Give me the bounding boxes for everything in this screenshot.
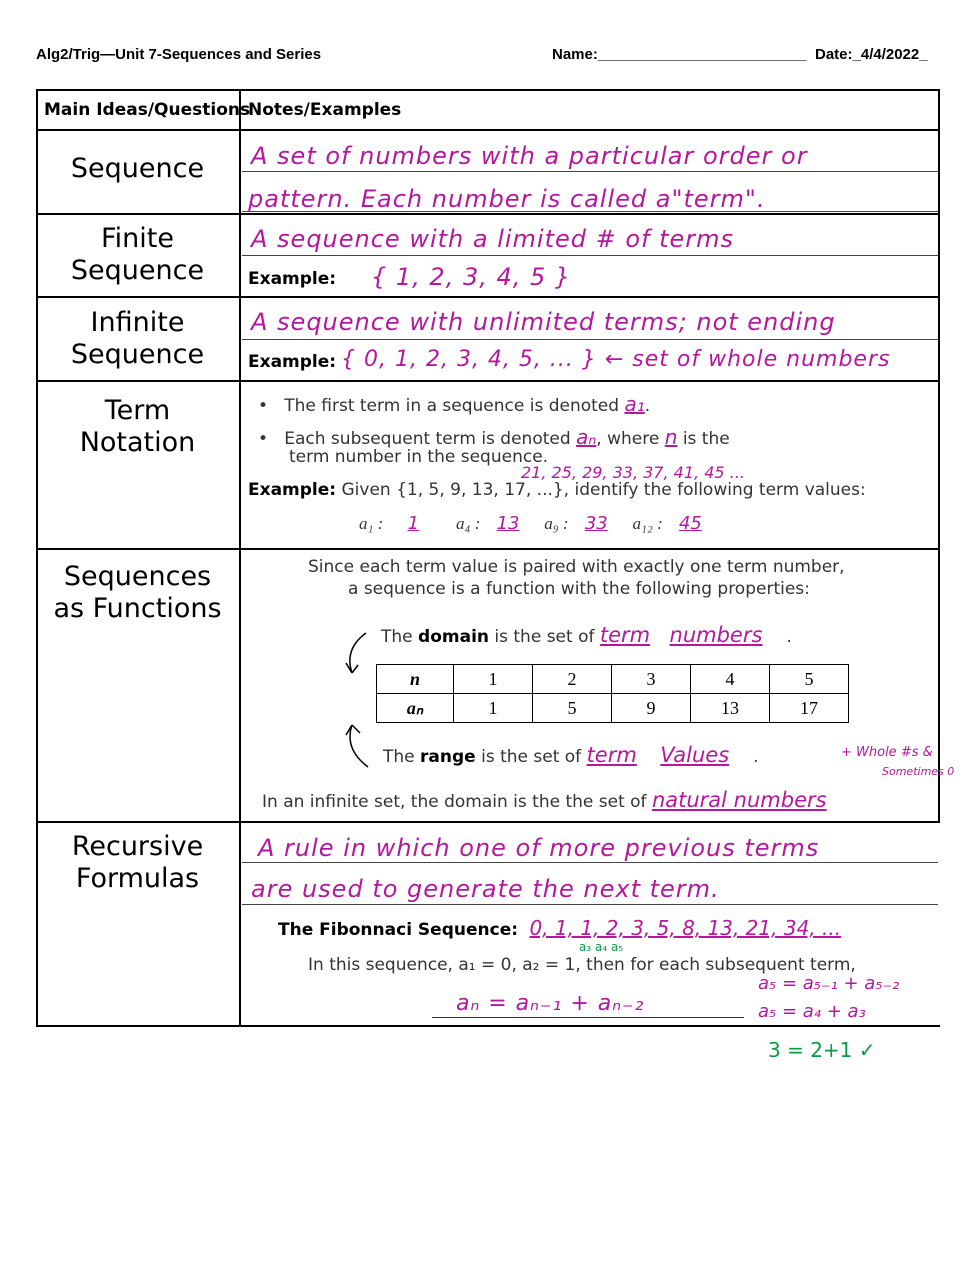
term-answers <box>359 513 714 534</box>
term-example-text: Given {1, 5, 9, 13, 17, ...}, identify the following term values: <box>341 480 866 500</box>
label-term-notation <box>36 395 239 459</box>
table-cell: 5 <box>770 665 849 694</box>
table-cell: 13 <box>691 694 770 723</box>
label-infinite-line2: Sequence <box>70 339 205 370</box>
table-cell: 5 <box>533 694 612 723</box>
term-bullet2-text: Each subsequent term is denoted <box>284 429 571 449</box>
label-finite-line2: Sequence <box>70 255 205 286</box>
date-label: Date:_4/4/2022_ <box>815 46 928 63</box>
infinite-definition: A sequence with unlimited terms; not ending <box>251 308 836 336</box>
label-a12: a₁₂ : <box>632 514 663 533</box>
side-work-line1: a₅ = a₅₋₁ + a₅₋₂ <box>758 973 900 994</box>
label-sequences-as-functions <box>36 561 239 625</box>
domain-pre: The <box>381 627 413 647</box>
infinite-example: { 0, 1, 2, 3, 4, 5, ... } ← set of whole numbers <box>341 347 891 372</box>
label-infinite-line1: Infinite <box>90 307 185 338</box>
fibonacci-label: The Fibonnaci Sequence: <box>278 920 519 940</box>
finite-example-label: Example: <box>248 269 337 289</box>
answer-a1: 1 <box>407 513 420 534</box>
label-term-line1: Term <box>104 395 171 426</box>
answer-a12: 45 <box>678 513 702 534</box>
infinite-example-label: Example: <box>248 352 337 372</box>
label-a1: a₁ : <box>359 514 384 533</box>
course-title: Alg2/Trig—Unit 7-Sequences and Series <box>36 46 322 63</box>
table-cell: 3 <box>612 665 691 694</box>
table-cell: 1 <box>454 694 533 723</box>
header-notes-examples: Notes/Examples <box>248 100 402 120</box>
label-finite-line1: Finite <box>101 223 174 254</box>
table-cell: 1 <box>454 665 533 694</box>
table-cell: 2 <box>533 665 612 694</box>
term-bullet1-fill: a₁ <box>624 392 645 416</box>
curved-arrow-icon <box>338 629 378 779</box>
term-bullet2-fill: aₙ <box>576 425 597 449</box>
table-row-n <box>377 665 849 694</box>
domain-fill1: term <box>599 623 651 647</box>
fibonacci-value: 0, 1, 1, 2, 3, 5, 8, 13, 21, 34, ... <box>529 916 842 940</box>
table-cell: 9 <box>612 694 691 723</box>
domain-bold: domain <box>418 627 489 647</box>
term-example <box>248 480 866 500</box>
term-example-label: Example: <box>248 480 337 500</box>
infinite-domain-text: In an infinite set, the domain is the the set of <box>262 792 647 812</box>
label-recursive-line2: Formulas <box>75 863 200 894</box>
domain-post: is the set of <box>494 627 595 647</box>
label-sequence: Sequence <box>70 153 205 184</box>
label-recursive-formulas <box>36 831 239 895</box>
table-header-an: aₙ <box>377 694 454 723</box>
finite-definition: A sequence with a limited # of terms <box>251 225 735 253</box>
sequence-function-table <box>376 664 849 723</box>
header-main-ideas: Main Ideas/Questions <box>44 100 251 120</box>
range-note: + Whole #s & <box>841 745 933 760</box>
term-bullet1-text: The first term in a sequence is denoted <box>284 396 620 416</box>
range-fill2: Values <box>660 743 730 767</box>
functions-intro-line2: a sequence is a function with the following properties: <box>348 579 810 599</box>
table-row-an <box>377 694 849 723</box>
recursive-formula: aₙ = aₙ₋₁ + aₙ₋₂ <box>456 991 645 1016</box>
table-header-n: n <box>377 665 454 694</box>
label-recursive-line1: Recursive <box>71 831 204 862</box>
range-note2: Sometimes 0 <box>882 765 955 778</box>
functions-intro-line1: Since each term value is paired with exactly one term number, <box>308 557 845 577</box>
term-extension: 21, 25, 29, 33, 37, 41, 45 ... <box>521 463 745 482</box>
term-bullet2-mid: , where <box>596 429 660 449</box>
label-functions-line2: as Functions <box>53 593 222 624</box>
recursive-definition-line1: A rule in which one of more previous terms <box>258 834 820 862</box>
infinite-domain-fill: natural numbers <box>651 788 827 812</box>
side-work-line2: a₅ = a₄ + a₃ <box>758 1001 866 1022</box>
label-a4: a₄ : <box>456 514 481 533</box>
finite-example: { 1, 2, 3, 4, 5 } <box>371 263 572 291</box>
domain-fill2: numbers <box>669 623 763 647</box>
table-cell: 4 <box>691 665 770 694</box>
range-statement: The range is the set of term Values . <box>383 743 759 767</box>
fibonacci-line <box>278 916 841 940</box>
sequence-definition-line2: pattern. Each number is called a"term". <box>248 185 766 213</box>
term-bullet2-line2: term number in the sequence. <box>289 447 549 467</box>
sequence-definition-line1: A set of numbers with a particular order or <box>251 142 808 170</box>
recursive-definition-line2: are used to generate the next term. <box>251 875 720 903</box>
name-field-label: Name:_________________________ <box>552 46 807 63</box>
range-pre: The <box>383 747 415 767</box>
check-work: 3 = 2+1 ✓ <box>768 1038 876 1062</box>
term-bullet1: • The first term in a sequence is denoted a₁. <box>258 392 651 416</box>
label-infinite-sequence <box>36 307 239 371</box>
answer-a9: 33 <box>584 513 608 534</box>
fibonacci-description: In this sequence, a₁ = 0, a₂ = 1, then for each subsequent term, <box>308 955 856 975</box>
label-finite-sequence <box>36 223 239 287</box>
label-functions-line1: Sequences <box>63 561 212 592</box>
term-bullet2-fill2: n <box>664 425 678 449</box>
term-bullet2: • Each subsequent term is denoted aₙ, where n is the <box>258 425 730 449</box>
infinite-domain-statement <box>262 788 867 812</box>
range-bold: range <box>420 747 476 767</box>
domain-statement: The domain is the set of term numbers . <box>381 623 792 647</box>
range-fill1: term <box>586 743 637 767</box>
term-bullet2-post: is the <box>682 429 730 449</box>
label-term-line2: Notation <box>79 427 196 458</box>
notes-table <box>36 89 955 1027</box>
label-a9: a₉ : <box>544 514 569 533</box>
table-cell: 17 <box>770 694 849 723</box>
range-post: is the set of <box>481 747 582 767</box>
answer-a4: 13 <box>496 513 520 534</box>
fibonacci-term-marks: a₃ a₄ a₅ <box>579 940 624 954</box>
